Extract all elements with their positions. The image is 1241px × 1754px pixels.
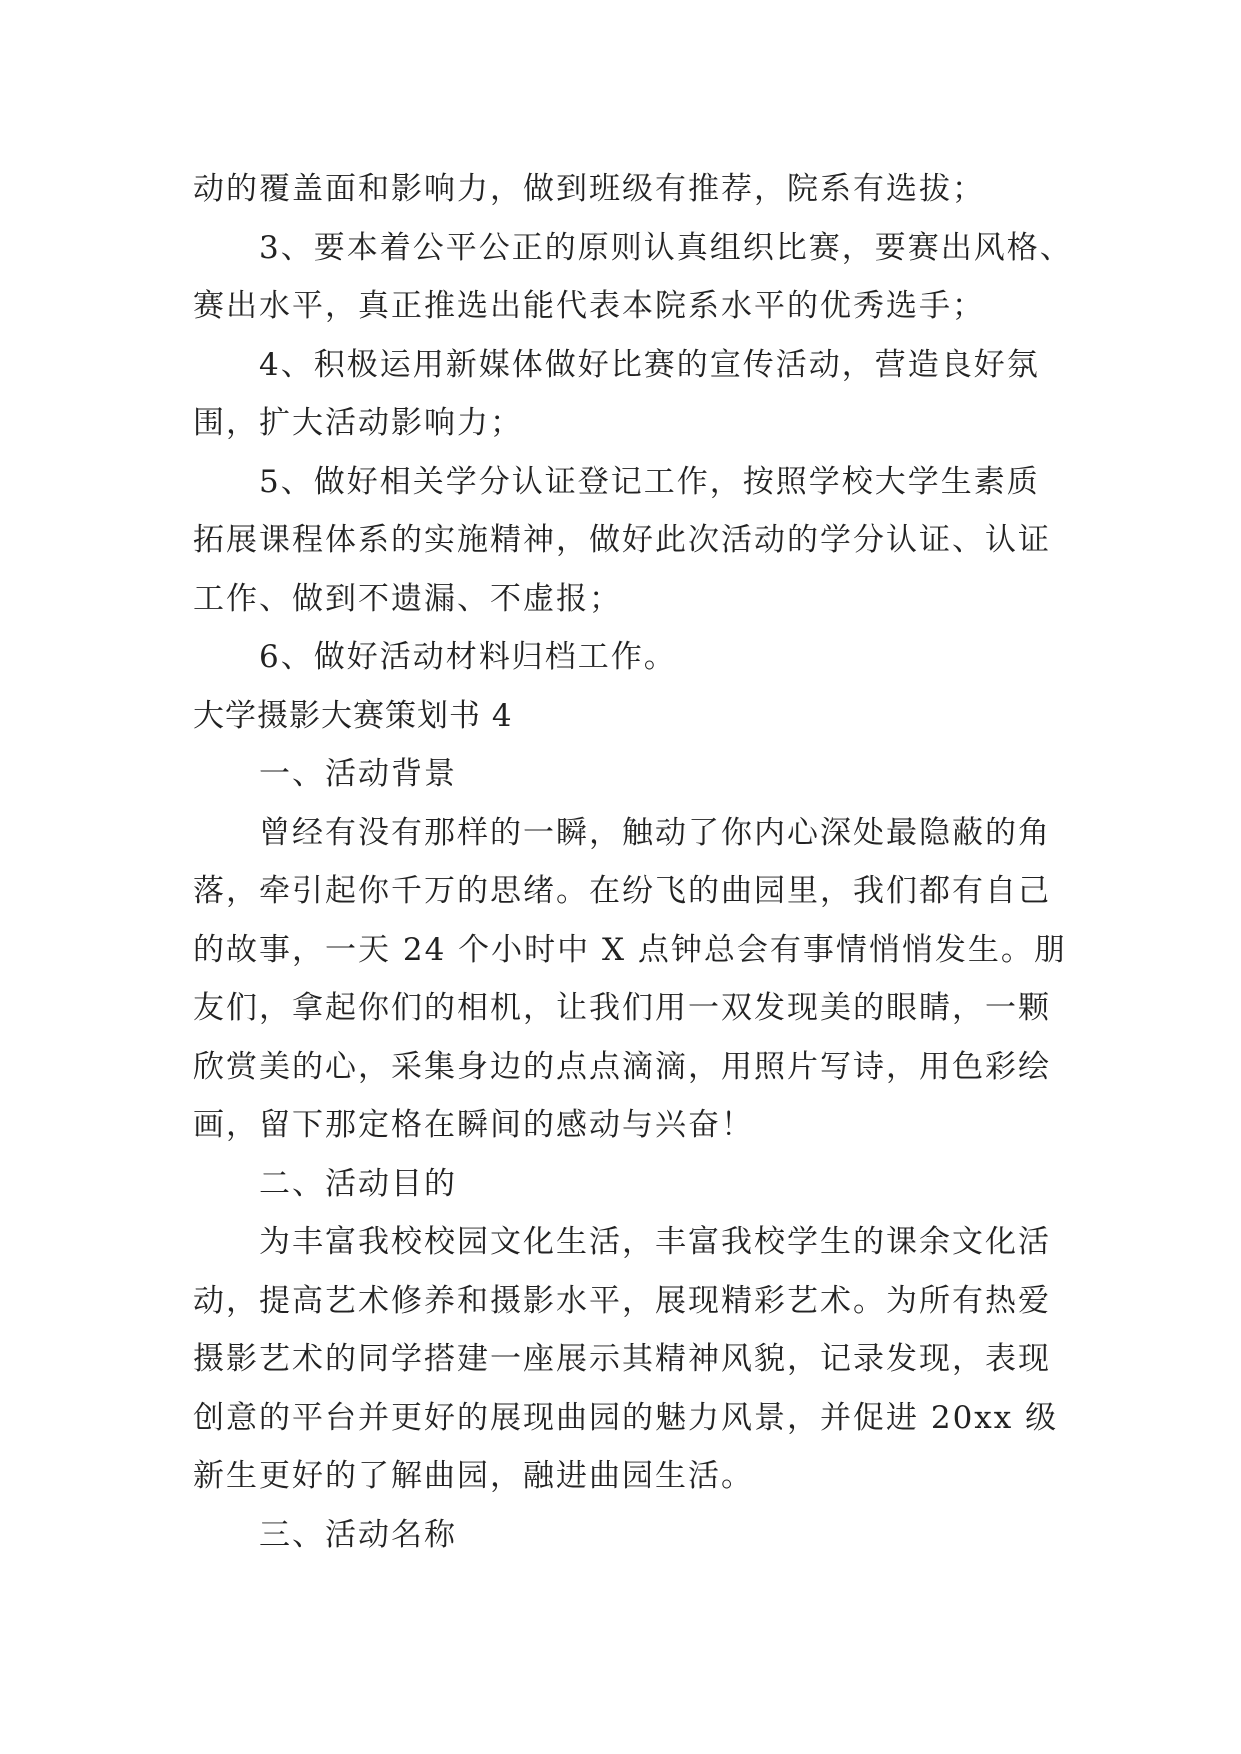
subheading: 二、活动目的	[193, 1165, 457, 1202]
text-line: 友们，拿起你们的相机，让我们用一双发现美的眼睛，一颗	[193, 990, 1051, 1026]
text-line: 为丰富我校校园文化生活，丰富我校学生的课余文化活	[193, 1224, 1051, 1260]
text-line: 工作、做到不遗漏、不虚报；	[193, 580, 622, 617]
text-line: 6、做好活动材料归档工作。	[193, 639, 677, 675]
text-line: 画，留下那定格在瞬间的感动与兴奋！	[193, 1107, 754, 1143]
text-line: 赛出水平，真正推选出能代表本院系水平的优秀选手；	[193, 288, 985, 324]
text-line: 曾经有没有那样的一瞬，触动了你内心深处最隐蔽的角	[193, 814, 1051, 851]
text-line: 落，牵引起你千万的思绪。在纷飞的曲园里，我们都有自己	[193, 873, 1051, 909]
subheading: 三、活动名称	[193, 1516, 457, 1553]
text-line: 拓展课程体系的实施精神，做好此次活动的学分认证、认证	[193, 522, 1051, 558]
text-line: 4、积极运用新媒体做好比赛的宣传活动，营造良好氛	[193, 346, 1040, 383]
text-line: 动的覆盖面和影响力，做到班级有推荐，院系有选拔；	[193, 171, 985, 207]
subheading: 一、活动背景	[193, 756, 457, 792]
text-line: 围，扩大活动影响力；	[193, 405, 523, 441]
section-title: 大学摄影大赛策划书 4	[193, 697, 513, 734]
text-line: 3、要本着公平公正的原则认真组织比赛，要赛出风格、	[193, 229, 1073, 266]
text-line: 创意的平台并更好的展现曲园的魅力风景，并促进 20xx 级	[193, 1399, 1059, 1436]
document-body	[193, 160, 1073, 1564]
text-line: 新生更好的了解曲园，融进曲园生活。	[193, 1458, 754, 1494]
text-line: 动，提高艺术修养和摄影水平，展现精彩艺术。为所有热爱	[193, 1282, 1051, 1319]
text-line: 的故事，一天 24 个小时中 X 点钟总会有事情悄悄发生。朋	[193, 931, 1067, 968]
text-line: 欣赏美的心，采集身边的点点滴滴，用照片写诗，用色彩绘	[193, 1048, 1051, 1085]
text-line: 摄影艺术的同学搭建一座展示其精神风貌，记录发现，表现	[193, 1341, 1051, 1377]
text-line: 5、做好相关学分认证登记工作，按照学校大学生素质	[193, 463, 1040, 500]
